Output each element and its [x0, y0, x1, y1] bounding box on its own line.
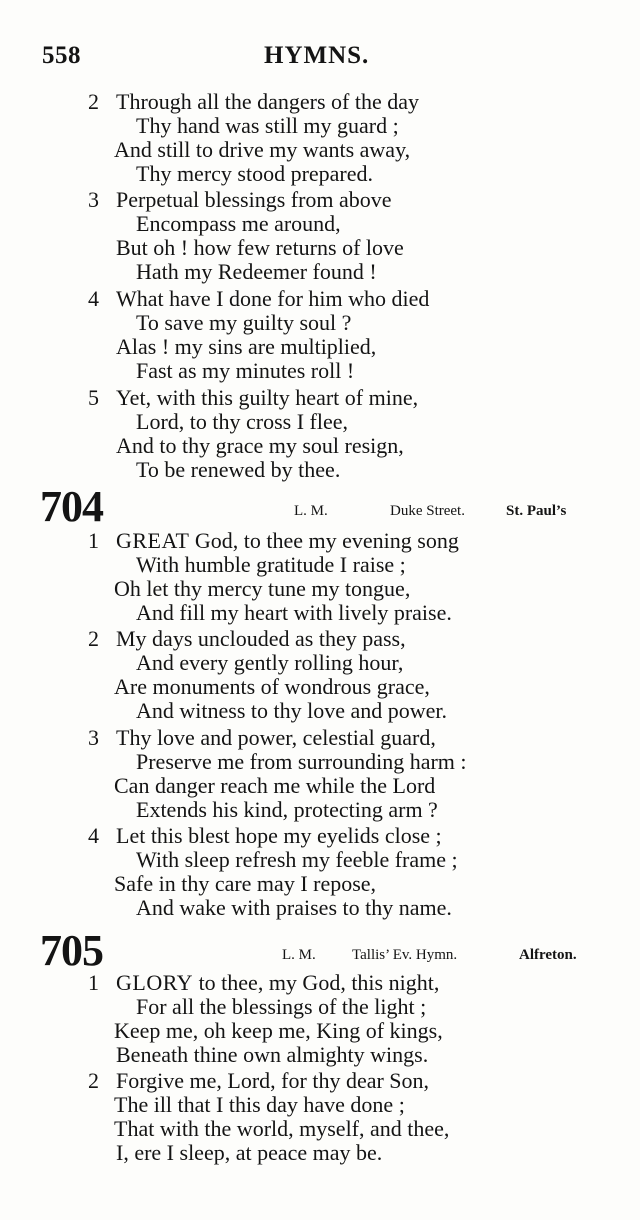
verse-line: But oh ! how few returns of love: [116, 235, 404, 260]
verse-line: Are monuments of wondrous grace,: [114, 674, 430, 699]
tune-name: St. Paul’s: [506, 503, 567, 519]
verse-line: For all the blessings of the light ;: [136, 994, 427, 1019]
verse-number: 5: [88, 385, 99, 410]
hymn-meter: L. M.: [294, 503, 328, 519]
verse-line: [116, 971, 439, 995]
verse-line: Perpetual blessings from above: [116, 187, 392, 212]
verse-line: Yet, with this guilty heart of mine,: [116, 385, 419, 410]
verse-line: Through all the dangers of the day: [116, 89, 420, 114]
verse-line: I, ere I sleep, at peace may be.: [116, 1140, 383, 1165]
verse-line: My days unclouded as they pass,: [116, 626, 406, 651]
verse-line: Lord, to thy cross I flee,: [136, 409, 348, 434]
verse-line: And wake with praises to thy name.: [136, 895, 452, 920]
verse-number: 4: [88, 286, 99, 311]
verse-line: Preserve me from surrounding harm :: [136, 749, 467, 774]
hymn-704-heading: [0, 484, 640, 534]
verse-number: 2: [88, 89, 99, 114]
tune-name: Alfreton.: [519, 947, 577, 963]
page-number: 558: [42, 42, 81, 69]
verse-line: Encompass me around,: [136, 211, 341, 236]
hymn-number: 705: [40, 926, 103, 975]
verse-line: And fill my heart with lively praise.: [136, 600, 452, 625]
verse-line: Alas ! my sins are multiplied,: [116, 334, 377, 359]
verse-line: Safe in thy care may I repose,: [114, 871, 377, 896]
verse-line: Hath my Redeemer found !: [136, 259, 377, 284]
verse-line: And to thy grace my soul resign,: [116, 433, 404, 458]
verse-line: Keep me, oh keep me, King of kings,: [114, 1018, 443, 1043]
verse-line: And witness to thy love and power.: [136, 698, 448, 723]
verse-line: Let this blest hope my eyelids close ;: [116, 823, 442, 848]
first-word: GLORY: [116, 970, 194, 995]
verse-line: To save my guilty soul ?: [136, 310, 352, 335]
verse-line: And still to drive my wants away,: [114, 137, 411, 162]
verse-line: Oh let thy mercy tune my tongue,: [114, 576, 411, 601]
verse-line: With sleep refresh my feeble frame ;: [136, 847, 458, 872]
verse-line: And every gently rolling hour,: [136, 650, 404, 675]
verse-line: With humble gratitude I raise ;: [136, 552, 406, 577]
verse-number: 2: [88, 626, 99, 651]
verse-line: Extends his kind, protecting arm ?: [136, 797, 438, 822]
line-rest: God, to thee my evening song: [189, 528, 459, 553]
verse-line: Thy love and power, celestial guard,: [116, 725, 436, 750]
verse-line: That with the world, myself, and thee,: [114, 1116, 450, 1141]
verse-line: Beneath thine own almighty wings.: [116, 1042, 429, 1067]
verse-line: To be renewed by thee.: [136, 457, 341, 482]
verse-number: 3: [88, 725, 99, 750]
verse-line: The ill that I this day have done ;: [114, 1092, 405, 1117]
verse-line: What have I done for him who died: [116, 286, 430, 311]
verse-number: 4: [88, 823, 99, 848]
tune-name: Tallis’ Ev. Hymn.: [352, 947, 458, 963]
verse-number: 1: [88, 528, 99, 553]
verse-number: 1: [88, 970, 99, 995]
verse-line: Forgive me, Lord, for thy dear Son,: [116, 1068, 430, 1093]
running-title: HYMNS.: [264, 42, 370, 69]
hymn-number: 704: [40, 482, 103, 531]
verse-line: Thy mercy stood prepared.: [136, 161, 374, 186]
verse-line: [116, 529, 459, 553]
verse-number: 2: [88, 1068, 99, 1093]
verse-line: Can danger reach me while the Lord: [114, 773, 436, 798]
tune-name: Duke Street.: [390, 503, 465, 519]
verse-line: Thy hand was still my guard ;: [136, 113, 399, 138]
line-rest: to thee, my God, this night,: [193, 970, 440, 995]
first-word: GREAT: [116, 528, 190, 553]
hymn-meter: L. M.: [282, 947, 316, 963]
verse-number: 3: [88, 187, 99, 212]
verse-line: Fast as my minutes roll !: [136, 358, 355, 383]
page-header: [0, 42, 640, 78]
